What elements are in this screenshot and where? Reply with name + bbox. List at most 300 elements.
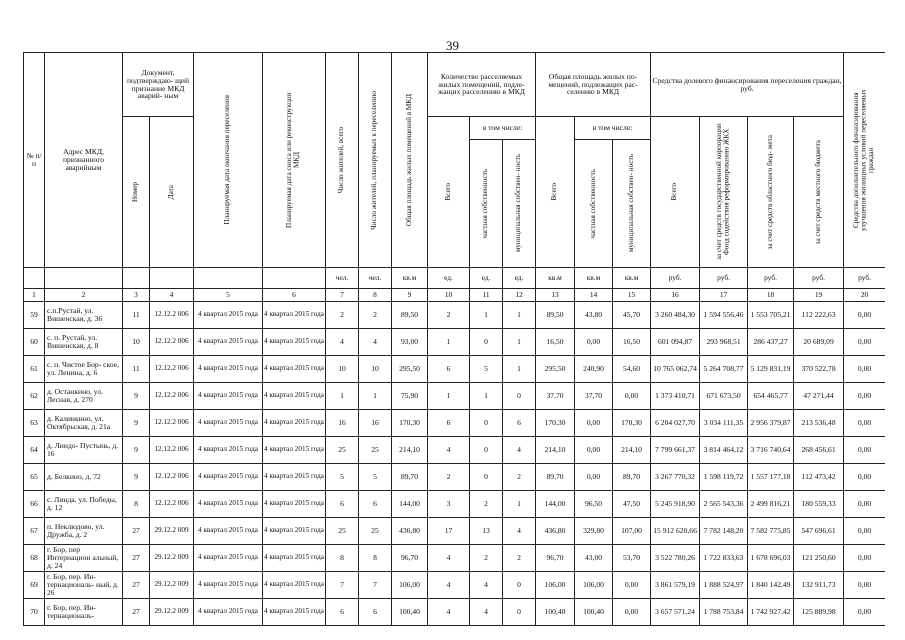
column-number-cell: 15: [613, 289, 651, 302]
table-cell-c14: 329,80: [575, 518, 613, 545]
table-cell-c20: 0,00: [844, 302, 885, 329]
table-cell-num: 9: [123, 410, 150, 437]
unit-cell: руб.: [748, 268, 794, 289]
table-cell-c13: 16,50: [536, 329, 575, 356]
column-number-cell: 7: [326, 289, 359, 302]
table-cell-date: 29.12.2 009: [150, 599, 194, 626]
table-cell-c18: 5 129 831,19: [748, 356, 794, 383]
table-cell-c15: 0,00: [613, 383, 651, 410]
unit-cell: ед.: [470, 268, 503, 289]
table-cell-c16: 6 204 027,70: [651, 410, 700, 437]
table-cell-n: 66: [24, 491, 45, 518]
header-area-incl: в том числе:: [575, 117, 651, 140]
table-cell-c7: 4: [326, 329, 359, 356]
table-cell-end: 4 квартал 2015 года: [194, 410, 263, 437]
table-cell-num: 9: [123, 383, 150, 410]
table-cell-c11: 4: [470, 572, 503, 599]
unit-cell: кв.м: [536, 268, 575, 289]
table-cell-c12: 0: [503, 599, 536, 626]
table-cell-dem: 4 квартал 2015 года: [263, 545, 326, 572]
table-cell-c10: 6: [428, 356, 470, 383]
table-cell-c9: 214,10: [392, 437, 428, 464]
table-cell-c13: 106,00: [536, 572, 575, 599]
unit-cell: руб.: [844, 268, 885, 289]
table-cell-date: 12.12.2 006: [150, 437, 194, 464]
table-cell-c11: 2: [470, 491, 503, 518]
table-cell-end: 4 квартал 2015 года: [194, 464, 263, 491]
table-cell-c15: 214,10: [613, 437, 651, 464]
table-row: [24, 356, 886, 383]
table-cell-c17: 5 264 708,77: [700, 356, 748, 383]
table-cell-c7: 10: [326, 356, 359, 383]
table-cell-c7: 16: [326, 410, 359, 437]
table-cell-c8: 4: [359, 329, 392, 356]
table-cell-c19: 180 559,33: [794, 491, 844, 518]
table-cell-c13: 37,70: [536, 383, 575, 410]
address-cell: г. Бор, пер. Ин- тернациональ-: [45, 599, 123, 626]
column-number-cell: 6: [263, 289, 326, 302]
address-cell: п. Неклюдово, ул. Дружба, д. 2: [45, 518, 123, 545]
table-cell-dem: 4 квартал 2015 года: [263, 302, 326, 329]
table-cell-c20: 0,00: [844, 518, 885, 545]
table-cell-c9: 295,50: [392, 356, 428, 383]
table-cell-n: 64: [24, 437, 45, 464]
table-cell-end: 4 квартал 2015 года: [194, 302, 263, 329]
table-cell-c15: 16,50: [613, 329, 651, 356]
table-cell-c20: 0,00: [844, 383, 885, 410]
table-cell-c18: 7 582 775,85: [748, 518, 794, 545]
table-cell-c13: 295,50: [536, 356, 575, 383]
table-cell-c8: 6: [359, 491, 392, 518]
table-cell-c15: 107,00: [613, 518, 651, 545]
table-cell-c20: 0,00: [844, 572, 885, 599]
table-cell-num: 27: [123, 572, 150, 599]
column-number-cell: 16: [651, 289, 700, 302]
table-cell-c8: 10: [359, 356, 392, 383]
table-cell-c7: 6: [326, 491, 359, 518]
column-number-cell: 18: [748, 289, 794, 302]
table-cell-c8: 5: [359, 464, 392, 491]
table-cell-c7: 8: [326, 545, 359, 572]
table-cell-c12: 4: [503, 437, 536, 464]
table-cell-n: 59: [24, 302, 45, 329]
address-cell: г. Бор, пер. Ин- тернациональ- ный, д. 26: [45, 572, 123, 599]
table-cell-c20: 0,00: [844, 356, 885, 383]
header-residents-planned: Число жителей, планируемых к переселению: [359, 53, 392, 268]
unit-cell: руб.: [794, 268, 844, 289]
header-demolish: Планируемая дата сноса или реконструкции МКД: [263, 53, 326, 268]
table-cell-c9: 96,70: [392, 545, 428, 572]
table-row: [24, 572, 886, 599]
table-cell-c18: 3 716 740,64: [748, 437, 794, 464]
unit-cell: чел.: [359, 268, 392, 289]
header-area-private: частная собственность: [575, 140, 613, 268]
column-number-cell: 11: [470, 289, 503, 302]
table-cell-dem: 4 квартал 2015 года: [263, 356, 326, 383]
header-area-group: Общая площадь жилых по- мещений, подлежащих рас- селению в МКД: [536, 53, 651, 117]
table-cell-c18: 2 956 379,87: [748, 410, 794, 437]
table-cell-c19: 268 456,61: [794, 437, 844, 464]
table-cell-c19: 547 696,61: [794, 518, 844, 545]
table-cell-c10: 3: [428, 491, 470, 518]
table-cell-c17: 671 673,50: [700, 383, 748, 410]
table-cell-num: 11: [123, 302, 150, 329]
table-cell-c11: 0: [470, 464, 503, 491]
column-number-cell: 10: [428, 289, 470, 302]
header-finance-fund: за счет средств государственной корпорации Фонд содействия реформированию ЖКХ: [700, 117, 748, 268]
table-row: [24, 302, 886, 329]
column-number-cell: 8: [359, 289, 392, 302]
table-cell-end: 4 квартал 2015 года: [194, 599, 263, 626]
table-cell-c16: 5 245 918,90: [651, 491, 700, 518]
unit-cell: руб.: [651, 268, 700, 289]
table-cell-c9: 100,40: [392, 599, 428, 626]
table-cell-c18: 286 437,27: [748, 329, 794, 356]
table-cell-c16: 15 912 620,66: [651, 518, 700, 545]
table-cell-c11: 1: [470, 383, 503, 410]
table-cell-n: 60: [24, 329, 45, 356]
table-cell-date: 29.12.2 009: [150, 572, 194, 599]
table-cell-c12: 1: [503, 491, 536, 518]
table-cell-c9: 436,80: [392, 518, 428, 545]
table-cell-c11: 1: [470, 302, 503, 329]
table-cell-c13: 96,70: [536, 545, 575, 572]
header-residents-total: Число жителей, всего: [326, 53, 359, 268]
table-cell-date: 12.12.2 006: [150, 329, 194, 356]
table-row: [24, 437, 886, 464]
table-cell-c19: 112 222,63: [794, 302, 844, 329]
table-cell-end: 4 квартал 2015 года: [194, 518, 263, 545]
header-additional: Средства дополнительного финансирования улучшения жилищных условий переселяемых граждан: [844, 53, 885, 268]
table-cell-end: 4 квартал 2015 года: [194, 572, 263, 599]
table-cell-c12: 6: [503, 410, 536, 437]
table-cell-c13: 100,40: [536, 599, 575, 626]
header-rooms-incl: в том числе:: [470, 117, 536, 140]
table-cell-c17: 3 034 111,35: [700, 410, 748, 437]
table-cell-c9: 89,50: [392, 302, 428, 329]
table-cell-c20: 0,00: [844, 545, 885, 572]
table-cell-c19: 132 911,73: [794, 572, 844, 599]
table-cell-c8: 1: [359, 383, 392, 410]
table-cell-c15: 170,30: [613, 410, 651, 437]
table-cell-c9: 89,70: [392, 464, 428, 491]
table-cell-c7: 25: [326, 437, 359, 464]
table-cell-c18: 1 742 927,42: [748, 599, 794, 626]
table-cell-num: 27: [123, 518, 150, 545]
table-cell-c16: 1 373 410,71: [651, 383, 700, 410]
table-cell-c8: 25: [359, 518, 392, 545]
column-number-cell: 3: [123, 289, 150, 302]
units-row: [24, 268, 886, 289]
table-cell-date: 12.12.2 006: [150, 302, 194, 329]
table-cell-c10: 2: [428, 464, 470, 491]
column-number-cell: 4: [150, 289, 194, 302]
unit-cell: ед.: [428, 268, 470, 289]
header-finance-group: Средства долевого финансирования переселения граждан, руб.: [651, 53, 844, 117]
table-cell-c12: 0: [503, 572, 536, 599]
table-cell-c15: 54,60: [613, 356, 651, 383]
header-finance-total: Всего: [651, 117, 700, 268]
table-cell-c17: 1 594 556,46: [700, 302, 748, 329]
address-cell: с. п. Рустай, ул. Вишенская, д. 8: [45, 329, 123, 356]
page-number: 39: [446, 38, 459, 53]
header-document: Документ, подтверждаю- щий признание МКД аварий- ным: [123, 53, 194, 117]
table-cell-c7: 6: [326, 599, 359, 626]
table-cell-num: 9: [123, 437, 150, 464]
table-cell-c11: 0: [470, 410, 503, 437]
address-cell: с.п.Рустай, ул. Вишенская, д. 36: [45, 302, 123, 329]
table-cell-c13: 436,80: [536, 518, 575, 545]
table-cell-c11: 13: [470, 518, 503, 545]
table-cell-c9: 170,30: [392, 410, 428, 437]
unit-cell: кв.м: [392, 268, 428, 289]
table-cell-c16: 3 657 571,24: [651, 599, 700, 626]
table-cell-end: 4 квартал 2015 года: [194, 383, 263, 410]
header-num: № п/ п: [24, 53, 45, 268]
table-cell-num: 11: [123, 356, 150, 383]
table-cell-n: 65: [24, 464, 45, 491]
table-cell-c14: 106,00: [575, 572, 613, 599]
address-cell: д. Останкино, ул. Лесная, д. 270: [45, 383, 123, 410]
table-cell-date: 29.12.2 009: [150, 545, 194, 572]
table-cell-c13: 214,10: [536, 437, 575, 464]
column-number-cell: 20: [844, 289, 885, 302]
header-rooms-group: Количество расселяемых жилых помещений, подле- жащих расселению в МКД: [428, 53, 536, 117]
header-area-total-sub: Всего: [536, 117, 575, 268]
table-cell-c19: 125 889,98: [794, 599, 844, 626]
header-area-municipal: муниципальная собствен- ность: [613, 140, 651, 268]
table-cell-c19: 213 536,48: [794, 410, 844, 437]
table-row: [24, 599, 886, 626]
table-cell-c16: 10 765 062,74: [651, 356, 700, 383]
table-cell-c10: 1: [428, 329, 470, 356]
table-cell-dem: 4 квартал 2015 года: [263, 518, 326, 545]
table-cell-dem: 4 квартал 2015 года: [263, 599, 326, 626]
column-number-cell: 1: [24, 289, 45, 302]
table-cell-c15: 0,00: [613, 572, 651, 599]
header-doc-number: Номер: [123, 117, 150, 268]
table-cell-c14: 43,80: [575, 302, 613, 329]
table-cell-c19: 47 271,44: [794, 383, 844, 410]
header-rooms-total: Всего: [428, 117, 470, 268]
resettlement-table: [23, 52, 885, 626]
table-cell-c11: 0: [470, 329, 503, 356]
table-cell-c14: 37,70: [575, 383, 613, 410]
column-numbers-row: [24, 289, 886, 302]
table-cell-c10: 2: [428, 302, 470, 329]
table-cell-c19: 112 473,42: [794, 464, 844, 491]
table-cell-dem: 4 квартал 2015 года: [263, 491, 326, 518]
table-cell-num: 10: [123, 329, 150, 356]
table-cell-c20: 0,00: [844, 437, 885, 464]
table-cell-n: 67: [24, 518, 45, 545]
header-finance-local: за счет средств местного бюджета: [794, 117, 844, 268]
table-cell-c14: 0,00: [575, 329, 613, 356]
table-cell-c16: 3 522 780,26: [651, 545, 700, 572]
table-cell-end: 4 квартал 2015 года: [194, 437, 263, 464]
header-doc-date: Дата: [150, 117, 194, 268]
table-row: [24, 518, 886, 545]
table-cell-c17: 2 565 543,36: [700, 491, 748, 518]
table-cell-dem: 4 квартал 2015 года: [263, 410, 326, 437]
header-address: Адрес МКД, признанного аварийным: [45, 53, 123, 268]
table-cell-c10: 4: [428, 599, 470, 626]
column-number-cell: 5: [194, 289, 263, 302]
table-cell-c17: 3 814 464,12: [700, 437, 748, 464]
column-number-cell: 19: [794, 289, 844, 302]
table-cell-c12: 0: [503, 383, 536, 410]
table-cell-c17: 1 888 524,97: [700, 572, 748, 599]
table-cell-c14: 0,00: [575, 464, 613, 491]
resettlement-table-sheet: [23, 52, 885, 640]
table-cell-c9: 144,00: [392, 491, 428, 518]
table-cell-end: 4 квартал 2015 года: [194, 491, 263, 518]
table-cell-c9: 106,00: [392, 572, 428, 599]
address-cell: д. Линдо- Пустынь, д. 16: [45, 437, 123, 464]
table-cell-c20: 0,00: [844, 329, 885, 356]
table-cell-c11: 2: [470, 545, 503, 572]
table-cell-end: 4 квартал 2015 года: [194, 329, 263, 356]
table-cell-c10: 1: [428, 383, 470, 410]
table-cell-num: 8: [123, 491, 150, 518]
table-cell-c19: 20 689,09: [794, 329, 844, 356]
table-cell-c14: 240,90: [575, 356, 613, 383]
table-cell-c14: 43,00: [575, 545, 613, 572]
table-cell-c17: 1 788 753,84: [700, 599, 748, 626]
table-cell-c11: 4: [470, 599, 503, 626]
table-cell-c16: 3 260 484,30: [651, 302, 700, 329]
table-cell-c18: 1 678 696,03: [748, 545, 794, 572]
table-cell-n: 69: [24, 572, 45, 599]
table-cell-c12: 2: [503, 464, 536, 491]
table-cell-c13: 89,50: [536, 302, 575, 329]
table-cell-num: 9: [123, 464, 150, 491]
table-cell-c17: 293 968,51: [700, 329, 748, 356]
table-cell-dem: 4 квартал 2015 года: [263, 383, 326, 410]
table-cell-c14: 100,40: [575, 599, 613, 626]
table-cell-num: 27: [123, 599, 150, 626]
column-number-cell: 14: [575, 289, 613, 302]
table-cell-n: 61: [24, 356, 45, 383]
header-rooms-municipal: муниципальная собствен- ность: [503, 140, 536, 268]
table-cell-c16: 601 094,87: [651, 329, 700, 356]
table-cell-c16: 7 799 661,37: [651, 437, 700, 464]
table-cell-c20: 0,00: [844, 410, 885, 437]
table-row: [24, 383, 886, 410]
table-cell-c18: 1 553 705,21: [748, 302, 794, 329]
address-cell: с. Линда, ул. Победы, д. 12: [45, 491, 123, 518]
table-body: [24, 268, 886, 626]
table-cell-n: 62: [24, 383, 45, 410]
column-number-cell: 17: [700, 289, 748, 302]
table-cell-c15: 89,70: [613, 464, 651, 491]
table-cell-c20: 0,00: [844, 599, 885, 626]
table-cell-c14: 0,00: [575, 437, 613, 464]
table-cell-c10: 4: [428, 437, 470, 464]
table-cell-c16: 3 861 579,19: [651, 572, 700, 599]
table-cell-c10: 4: [428, 572, 470, 599]
header-area-total: Общая площадь жилых помещений в МКД: [392, 53, 428, 268]
table-cell-n: 63: [24, 410, 45, 437]
table-cell-n: 70: [24, 599, 45, 626]
column-number-cell: 13: [536, 289, 575, 302]
table-cell-c7: 2: [326, 302, 359, 329]
table-cell-c18: 1 557 177,18: [748, 464, 794, 491]
table-cell-date: 29.12.2 009: [150, 518, 194, 545]
table-cell-c14: 0,00: [575, 410, 613, 437]
table-cell-end: 4 квартал 2015 года: [194, 356, 263, 383]
table-cell-c12: 1: [503, 329, 536, 356]
table-cell-c8: 2: [359, 302, 392, 329]
table-cell-c10: 4: [428, 545, 470, 572]
table-cell-c14: 96,50: [575, 491, 613, 518]
table-cell-c12: 4: [503, 518, 536, 545]
table-cell-c20: 0,00: [844, 491, 885, 518]
table-cell-c8: 6: [359, 599, 392, 626]
table-cell-c13: 89,70: [536, 464, 575, 491]
table-cell-c11: 0: [470, 437, 503, 464]
address-cell: д. Калинкино, ул. Октябрьская, д. 21а: [45, 410, 123, 437]
table-cell-c18: 2 499 816,21: [748, 491, 794, 518]
table-cell-c15: 0,00: [613, 599, 651, 626]
table-cell-c17: 7 782 148,20: [700, 518, 748, 545]
table-cell-c7: 1: [326, 383, 359, 410]
table-cell-c8: 8: [359, 545, 392, 572]
table-cell-c12: 1: [503, 356, 536, 383]
table-cell-end: 4 квартал 2015 года: [194, 545, 263, 572]
table-cell-c9: 93,00: [392, 329, 428, 356]
table-cell-c19: 121 250,60: [794, 545, 844, 572]
table-cell-n: 68: [24, 545, 45, 572]
table-cell-c8: 7: [359, 572, 392, 599]
table-row: [24, 410, 886, 437]
table-cell-c10: 17: [428, 518, 470, 545]
unit-cell: руб.: [700, 268, 748, 289]
unit-cell: кв.м: [613, 268, 651, 289]
table-row: [24, 329, 886, 356]
table-cell-c18: 654 465,77: [748, 383, 794, 410]
table-cell-c7: 25: [326, 518, 359, 545]
unit-cell: ед.: [503, 268, 536, 289]
table-cell-num: 27: [123, 545, 150, 572]
table-cell-c15: 45,70: [613, 302, 651, 329]
table-cell-c15: 53,70: [613, 545, 651, 572]
header-finance-regional: за счет средств областного бюд- жета: [748, 117, 794, 268]
table-cell-c11: 5: [470, 356, 503, 383]
address-cell: г. Бор, пер Интернацион альный, д. 24: [45, 545, 123, 572]
table-cell-c10: 6: [428, 410, 470, 437]
table-cell-date: 12.12.2 006: [150, 383, 194, 410]
table-cell-c13: 144,00: [536, 491, 575, 518]
table-cell-c19: 370 522,78: [794, 356, 844, 383]
header-rooms-private: частная собственность: [470, 140, 503, 268]
table-cell-c13: 170,30: [536, 410, 575, 437]
unit-cell: чел.: [326, 268, 359, 289]
table-cell-c16: 3 267 770,32: [651, 464, 700, 491]
column-number-cell: 2: [45, 289, 123, 302]
table-cell-dem: 4 квартал 2015 года: [263, 464, 326, 491]
address-cell: с. п. Чистое Бор- ское, ул. Ленина, д. 6: [45, 356, 123, 383]
table-cell-c7: 5: [326, 464, 359, 491]
column-number-cell: 9: [392, 289, 428, 302]
table-cell-date: 12.12.2 006: [150, 410, 194, 437]
table-cell-c8: 25: [359, 437, 392, 464]
table-cell-c8: 16: [359, 410, 392, 437]
table-cell-c12: 1: [503, 302, 536, 329]
table-cell-c15: 47,50: [613, 491, 651, 518]
address-cell: д. Белкино, д. 72: [45, 464, 123, 491]
table-cell-dem: 4 квартал 2015 года: [263, 437, 326, 464]
